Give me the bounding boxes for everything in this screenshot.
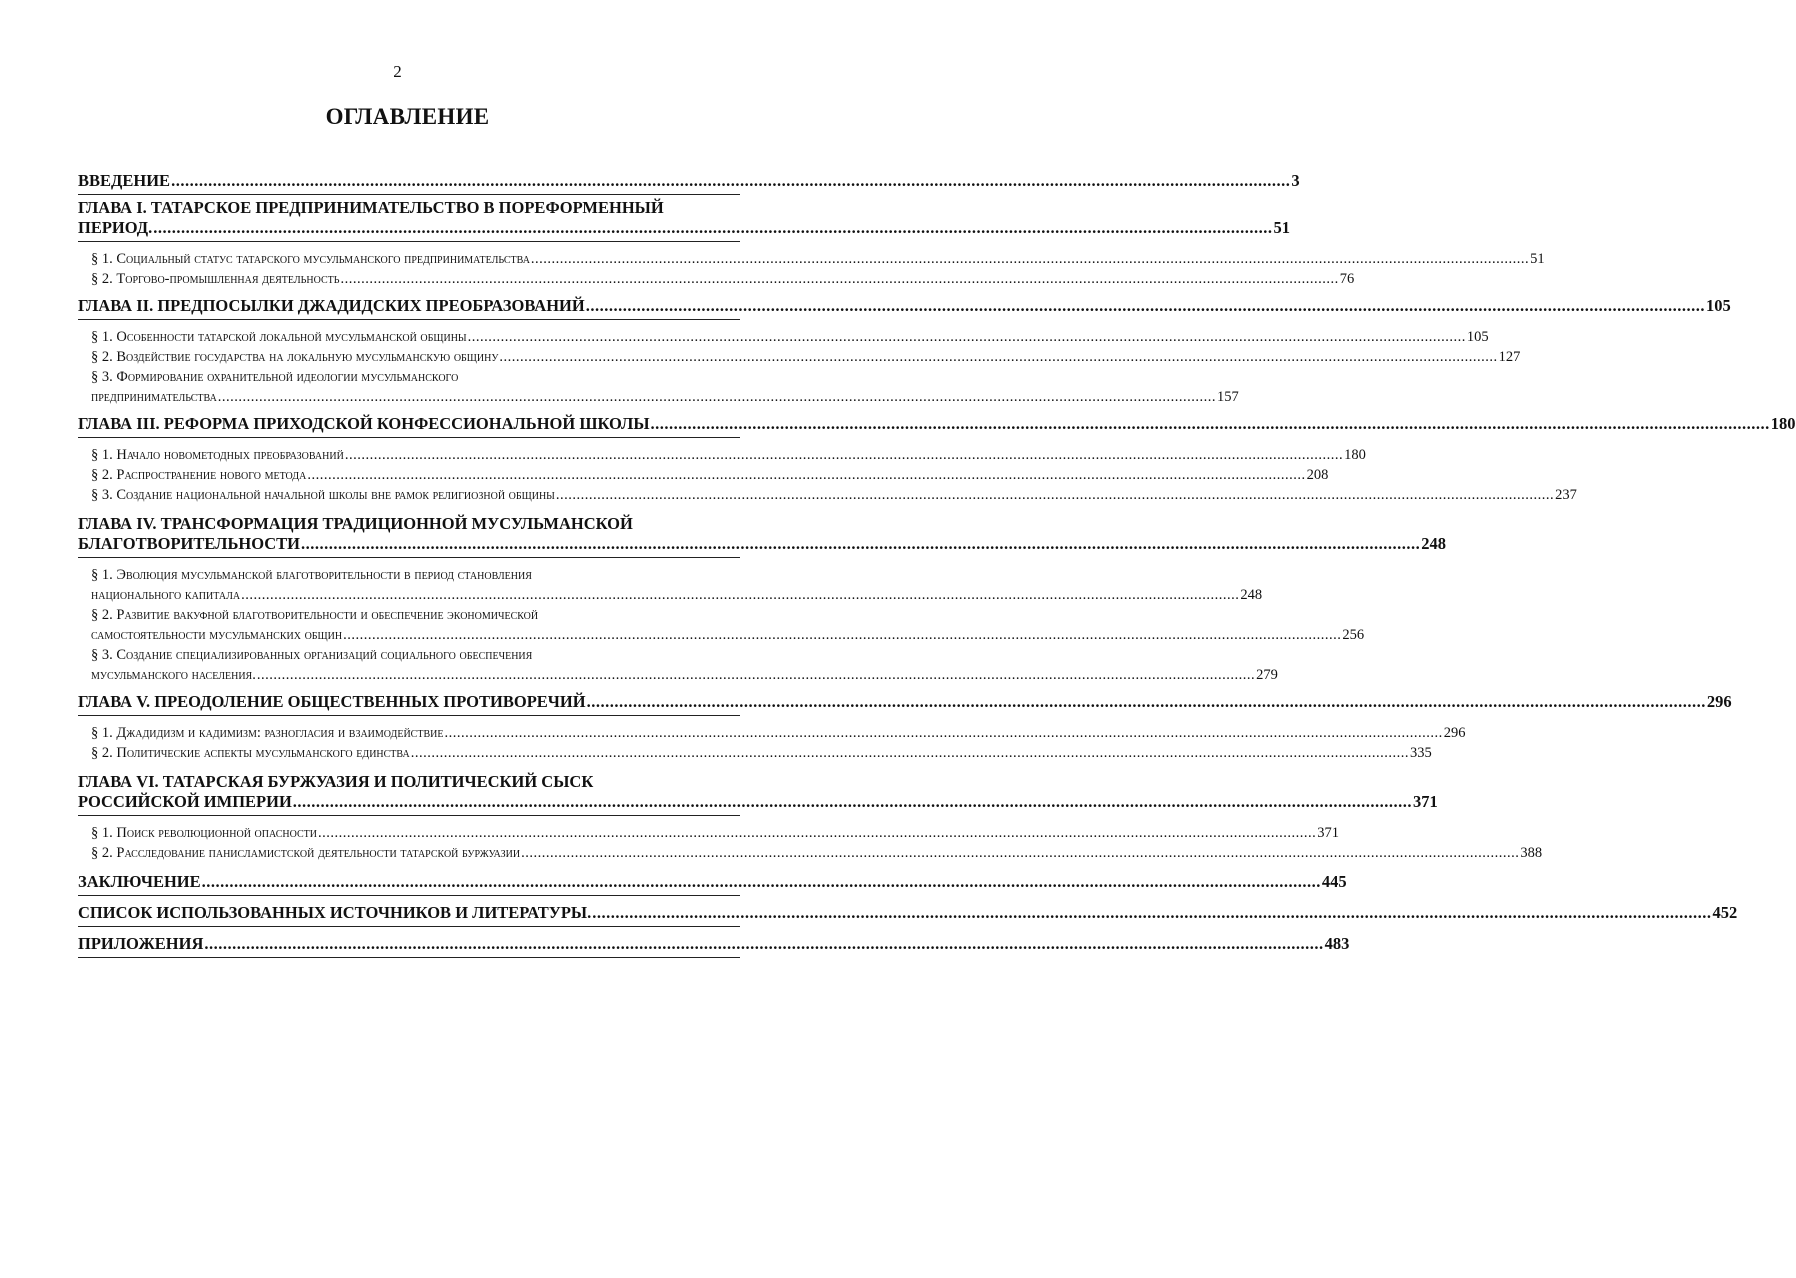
dot-leader bbox=[587, 692, 1706, 712]
dot-leader bbox=[343, 625, 1341, 645]
section-label: § 1. Джадидизм и кадимизм: разногласия и взаимодействие bbox=[91, 725, 444, 741]
section-label-line-1: § 2. Развитие вакуфной благотворительности и обеспечение экономической bbox=[91, 607, 539, 623]
toc-entry-sources[interactable] bbox=[78, 902, 1738, 927]
section-page: 256 bbox=[1342, 627, 1365, 643]
entry-page: 452 bbox=[1712, 903, 1738, 922]
dot-leader bbox=[318, 823, 1316, 843]
toc-section[interactable] bbox=[91, 645, 1278, 685]
section-page: 371 bbox=[1317, 825, 1339, 841]
entry-label: ГЛАВА V. ПРЕОДОЛЕНИЕ ОБЩЕСТВЕННЫХ ПРОТИВОРЕЧИЙ bbox=[78, 692, 586, 711]
entry-page: 371 bbox=[1413, 792, 1438, 811]
section-page: 157 bbox=[1217, 389, 1239, 405]
chapter-1-sections bbox=[78, 242, 1545, 295]
section-page: 127 bbox=[1498, 349, 1521, 365]
section-label: § 1. Поиск революционной опасности bbox=[91, 825, 317, 841]
toc-section[interactable] bbox=[91, 367, 1239, 407]
section-label: § 2. Распространение нового метода bbox=[91, 467, 307, 483]
toc-chapter-4[interactable] bbox=[78, 511, 1447, 558]
section-label: § 1. Начало новометодных преобразований bbox=[91, 447, 344, 463]
dot-leader bbox=[556, 485, 1554, 505]
dot-leader bbox=[586, 296, 1705, 316]
entry-label: ЗАКЛЮЧЕНИЕ bbox=[78, 872, 201, 891]
dot-leader bbox=[592, 903, 1711, 923]
toc-section[interactable] bbox=[91, 327, 1489, 347]
section-page: 388 bbox=[1520, 845, 1543, 861]
dot-leader bbox=[301, 534, 1420, 554]
entry-label: СПИСОК ИСПОЛЬЗОВАННЫХ ИСТОЧНИКОВ И ЛИТЕРАТУРЫ. bbox=[78, 903, 592, 922]
toc-chapter-3[interactable] bbox=[78, 413, 1796, 438]
chapter-6-sections bbox=[78, 816, 1543, 869]
dot-leader bbox=[218, 387, 1216, 407]
dot-leader bbox=[204, 934, 1323, 954]
chapter-title-line-1: ГЛАВА VI. ТАТАРСКАЯ БУРЖУАЗИЯ И ПОЛИТИЧЕСКИЙ СЫСК bbox=[78, 772, 594, 791]
section-label: § 2. Торгово-промышленная деятельность bbox=[91, 271, 340, 287]
chapter-4-sections bbox=[78, 558, 1365, 691]
toc-chapter-5[interactable] bbox=[78, 691, 1732, 716]
section-page: 335 bbox=[1409, 745, 1432, 761]
section-label: § 2. Расследование панисламистской деятельности татарской буржуазии bbox=[91, 845, 521, 861]
entry-page: 483 bbox=[1324, 934, 1350, 953]
section-page: 180 bbox=[1344, 447, 1366, 463]
dot-leader bbox=[241, 585, 1239, 605]
entry-label: ПРИЛОЖЕНИЯ bbox=[78, 934, 204, 953]
toc-entry-introduction[interactable] bbox=[78, 170, 1300, 195]
dot-leader bbox=[171, 171, 1290, 191]
entry-page: 296 bbox=[1706, 692, 1732, 711]
entry-page: 105 bbox=[1705, 296, 1731, 315]
chapter-title-line-1: ГЛАВА IV. ТРАНСФОРМАЦИЯ ТРАДИЦИОННОЙ МУСУЛЬМАНСКОЙ bbox=[78, 514, 633, 533]
section-page: 105 bbox=[1466, 329, 1489, 345]
dot-leader bbox=[257, 665, 1255, 685]
section-label-line-2: самостоятельности мусульманских общин bbox=[91, 627, 343, 643]
section-page: 237 bbox=[1555, 487, 1577, 503]
entry-page: 445 bbox=[1321, 872, 1347, 891]
dot-leader bbox=[521, 843, 1519, 863]
dot-leader bbox=[531, 249, 1529, 269]
dot-leader bbox=[153, 218, 1272, 238]
section-label-line-2: национального капитала bbox=[91, 587, 241, 603]
entry-label: ВВЕДЕНИЕ bbox=[78, 171, 171, 190]
section-label-line-2: мусульманского населения. bbox=[91, 667, 256, 683]
section-label: § 3. Создание национальной начальной школы вне рамок религиозной общины bbox=[91, 487, 555, 503]
table-of-contents bbox=[78, 170, 1796, 958]
dot-leader bbox=[468, 327, 1466, 347]
dot-leader bbox=[202, 872, 1321, 892]
toc-section[interactable] bbox=[91, 465, 1329, 485]
section-label-line-1: § 3. Создание специализированных организаций социального обеспечения bbox=[91, 647, 533, 663]
section-label: § 1. Особенности татарской локальной мусульманской общины bbox=[91, 329, 467, 345]
section-label-line-1: § 3. Формирование охранительной идеологии мусульманского bbox=[91, 369, 459, 385]
section-label: § 1. Социальный статус татарского мусульманского предпринимательства bbox=[91, 251, 530, 267]
toc-section[interactable] bbox=[91, 723, 1466, 743]
toc-chapter-1[interactable] bbox=[78, 195, 1290, 242]
toc-entry-appendices[interactable] bbox=[78, 933, 1350, 958]
section-label: § 2. Воздействие государства на локальную мусульманскую общину bbox=[91, 349, 499, 365]
chapter-5-sections bbox=[78, 716, 1466, 769]
toc-section[interactable] bbox=[91, 823, 1339, 843]
section-page: 248 bbox=[1240, 587, 1263, 603]
toc-section[interactable] bbox=[91, 843, 1543, 863]
entry-page: 180 bbox=[1770, 414, 1796, 433]
toc-entry-conclusion[interactable] bbox=[78, 871, 1347, 896]
dot-leader bbox=[340, 269, 1338, 289]
dot-leader bbox=[307, 465, 1305, 485]
chapter-title-line-1: ГЛАВА I. ТАТАРСКОЕ ПРЕДПРИНИМАТЕЛЬСТВО В ПОРЕФОРМЕННЫЙ bbox=[78, 198, 664, 217]
chapter-2-sections bbox=[78, 320, 1521, 413]
toc-section[interactable] bbox=[91, 249, 1545, 269]
toc-title: ОГЛАВЛЕНИЕ bbox=[325, 104, 490, 129]
entry-page: 51 bbox=[1273, 218, 1290, 237]
page-number: 2 bbox=[393, 62, 402, 81]
chapter-3-sections bbox=[78, 438, 1577, 511]
toc-section[interactable] bbox=[91, 743, 1432, 763]
entry-label: ГЛАВА II. ПРЕДПОСЫЛКИ ДЖАДИДСКИХ ПРЕОБРАЗОВАНИЙ bbox=[78, 296, 585, 315]
toc-section[interactable] bbox=[91, 485, 1577, 505]
section-label-line-2: предпринимательства bbox=[91, 389, 217, 405]
section-label: § 2. Политические аспекты мусульманского единства bbox=[91, 745, 410, 761]
section-page: 279 bbox=[1256, 667, 1278, 683]
entry-page: 248 bbox=[1421, 534, 1447, 553]
section-page: 76 bbox=[1339, 271, 1355, 287]
entry-label: ГЛАВА III. РЕФОРМА ПРИХОДСКОЙ КОНФЕССИОНАЛЬНОЙ ШКОЛЫ bbox=[78, 414, 650, 433]
chapter-title-line-2: БЛАГОТВОРИТЕЛЬНОСТИ bbox=[78, 534, 301, 553]
dot-leader bbox=[444, 723, 1442, 743]
dot-leader bbox=[411, 743, 1409, 763]
toc-section[interactable] bbox=[91, 445, 1366, 465]
entry-page: 3 bbox=[1291, 171, 1300, 190]
chapter-title-line-2: ПЕРИОД. bbox=[78, 218, 153, 237]
toc-section[interactable] bbox=[91, 605, 1365, 645]
dot-leader bbox=[651, 414, 1770, 434]
section-page: 296 bbox=[1443, 725, 1466, 741]
toc-section[interactable] bbox=[91, 269, 1355, 289]
dot-leader bbox=[499, 347, 1497, 367]
section-page: 51 bbox=[1530, 251, 1545, 267]
toc-chapter-2[interactable] bbox=[78, 295, 1731, 320]
toc-chapter-6[interactable] bbox=[78, 769, 1438, 816]
chapter-title-line-2: РОССИЙСКОЙ ИМПЕРИИ bbox=[78, 792, 292, 811]
section-page: 208 bbox=[1306, 467, 1329, 483]
dot-leader bbox=[293, 792, 1412, 812]
toc-section[interactable] bbox=[91, 347, 1521, 367]
toc-section[interactable] bbox=[91, 565, 1263, 605]
dot-leader bbox=[345, 445, 1343, 465]
section-label-line-1: § 1. Эволюция мусульманской благотворительности в период становления bbox=[91, 567, 532, 583]
